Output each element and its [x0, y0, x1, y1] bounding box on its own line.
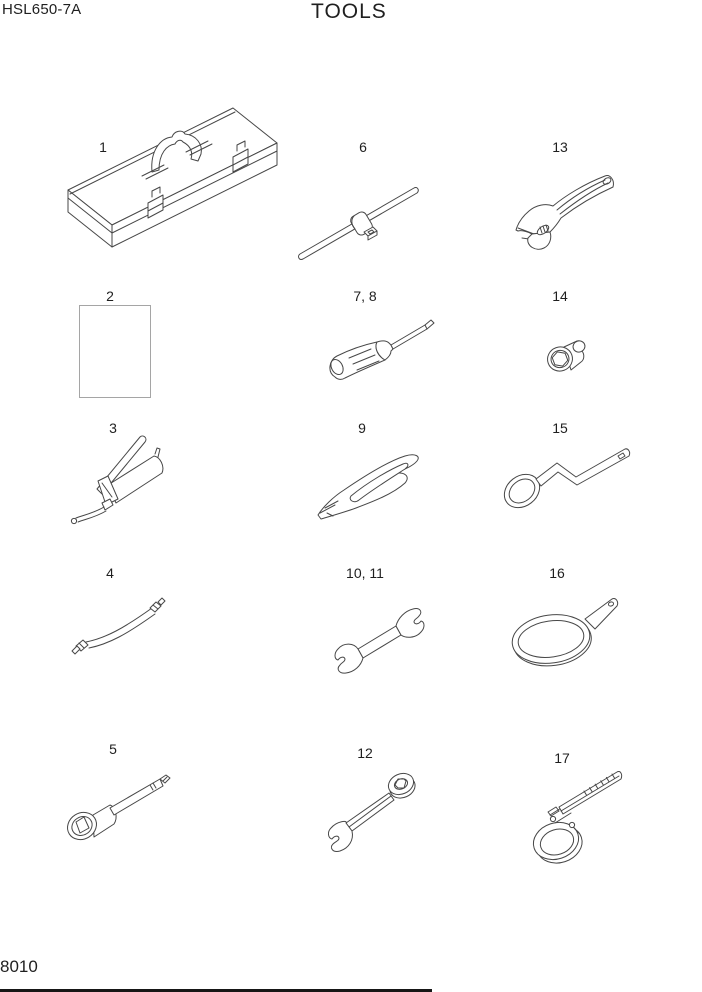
item-label-6: 6 — [359, 139, 367, 155]
pliers-icon — [314, 446, 426, 522]
item-label-1: 1 — [99, 139, 107, 155]
item-label-13: 13 — [552, 139, 568, 155]
item-label-5: 5 — [109, 741, 117, 757]
model-code: HSL650-7A — [2, 1, 82, 18]
item-label-15: 15 — [552, 420, 568, 436]
manual-sheet-icon — [79, 305, 151, 398]
item-label-3: 3 — [109, 420, 117, 436]
grease-gun-icon — [64, 433, 166, 521]
band-wrench-icon — [522, 762, 630, 864]
extension-bar-icon — [62, 766, 177, 846]
t-handle-icon — [295, 184, 423, 262]
socket-icon — [546, 333, 592, 375]
screwdriver-icon — [325, 314, 437, 384]
combination-wrench-icon — [302, 768, 420, 853]
adjustable-wrench-icon — [508, 170, 620, 242]
item-label-12: 12 — [357, 745, 373, 761]
item-label-2: 2 — [106, 288, 114, 304]
page-number: 8010 — [0, 957, 38, 976]
item-label-17: 17 — [554, 750, 570, 766]
page-title: TOOLS — [311, 0, 387, 23]
item-label-4: 4 — [106, 565, 114, 581]
open-end-wrench-icon — [312, 592, 427, 674]
item-label-7-8: 7, 8 — [353, 288, 377, 304]
item-label-14: 14 — [552, 288, 568, 304]
ring-wrench-icon — [500, 443, 632, 513]
oval-filter-wrench-icon — [505, 593, 623, 665]
toolbox-icon — [60, 100, 282, 250]
item-label-10-11: 10, 11 — [346, 565, 384, 581]
flexible-hose-icon — [70, 594, 166, 660]
item-label-16: 16 — [549, 565, 565, 581]
item-label-9: 9 — [358, 420, 366, 436]
